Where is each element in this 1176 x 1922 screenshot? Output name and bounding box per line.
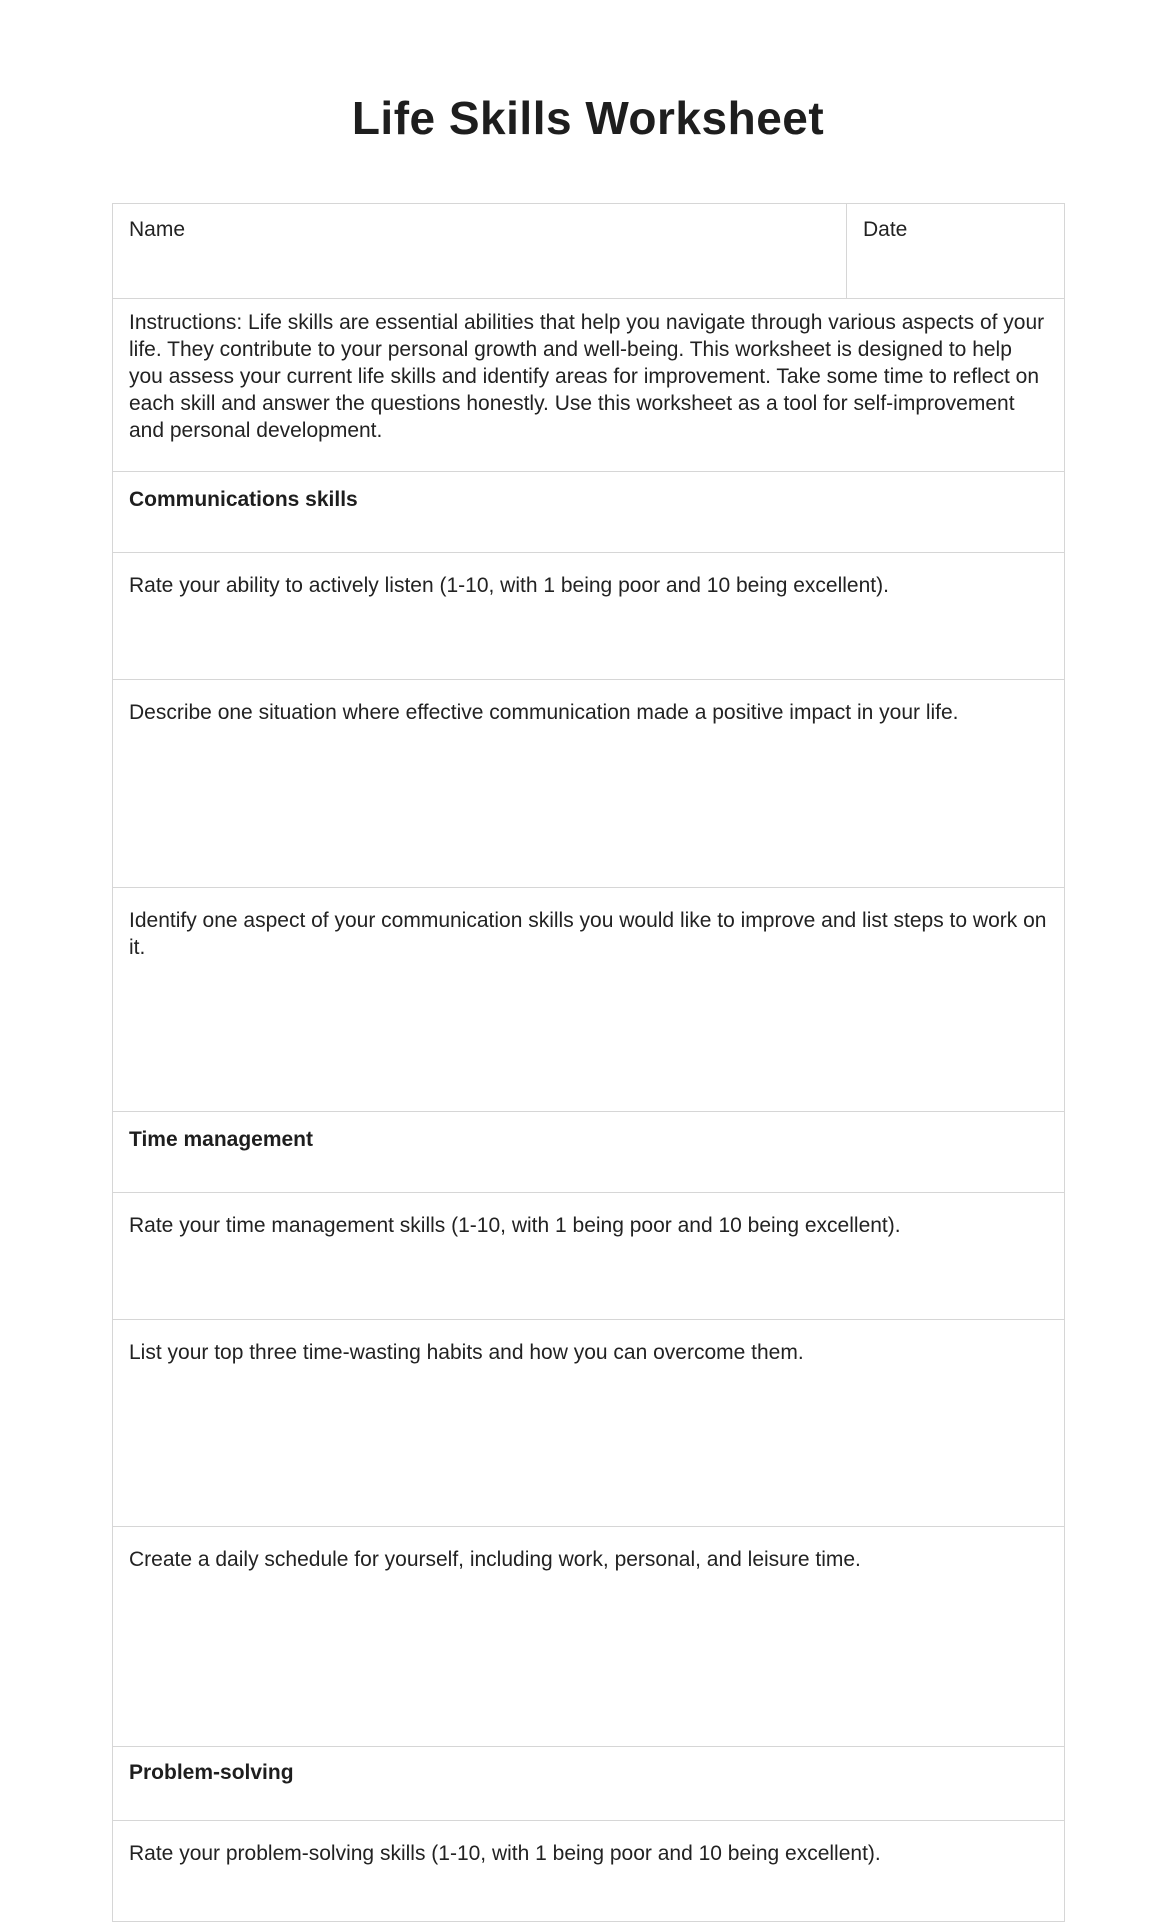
question-row xyxy=(113,680,1065,888)
answer-cell-communication-situation[interactable] xyxy=(113,680,1065,888)
answer-cell-problem-solving-rating[interactable] xyxy=(113,1821,1065,1922)
section-header-row xyxy=(113,472,1065,553)
question-text: List your top three time-wasting habits and how you can overcome them. xyxy=(129,1341,804,1364)
section-header-row xyxy=(113,1112,1065,1193)
answer-cell-time-management-rating[interactable] xyxy=(113,1193,1065,1320)
answer-cell-communication-improvement[interactable] xyxy=(113,888,1065,1112)
answer-cell-daily-schedule[interactable] xyxy=(113,1527,1065,1747)
question-text: Rate your time management skills (1-10, with 1 being poor and 10 being excellent). xyxy=(129,1214,901,1237)
question-text: Describe one situation where effective communication made a positive impact in your life. xyxy=(129,701,959,724)
date-field-label: Date xyxy=(863,218,908,241)
question-row xyxy=(113,888,1065,1112)
answer-cell-time-wasting-habits[interactable] xyxy=(113,1320,1065,1527)
section-header-time-management xyxy=(113,1112,1065,1193)
section-title: Communications skills xyxy=(129,488,358,511)
section-header-row xyxy=(113,1747,1065,1821)
question-row xyxy=(113,1821,1065,1922)
page-title: Life Skills Worksheet xyxy=(351,92,825,144)
section-title: Time management xyxy=(129,1128,314,1151)
name-field-cell[interactable] xyxy=(113,204,847,299)
date-field-cell[interactable] xyxy=(847,204,1065,299)
question-row xyxy=(113,1320,1065,1527)
answer-cell-listening-rating[interactable] xyxy=(113,553,1065,680)
question-text: Create a daily schedule for yourself, including work, personal, and leisure time. xyxy=(129,1548,861,1571)
instructions-row xyxy=(113,299,1065,472)
section-header-problem-solving xyxy=(113,1747,1065,1821)
question-text: Rate your problem-solving skills (1-10, with 1 being poor and 10 being excellent). xyxy=(129,1842,881,1865)
name-field-label: Name xyxy=(129,218,186,241)
name-date-row xyxy=(113,204,1065,299)
question-text: Identify one aspect of your communication skills you would like to improve and list steps to work on it. xyxy=(129,909,1047,959)
worksheet-table xyxy=(112,203,1065,1922)
question-row xyxy=(113,553,1065,680)
question-text: Rate your ability to actively listen (1-10, with 1 being poor and 10 being excellent). xyxy=(129,574,889,597)
instructions-text: Instructions: Life skills are essential abilities that help you navigate through various aspects of your life. They contribute to your personal growth and well-being. This worksheet is designed to help you assess your current life skills and identify areas for improvement. Take some time to reflect on each skill and answer the questions honestly. Use this worksheet as a tool for self-improvement and personal development. xyxy=(129,311,1045,442)
question-row xyxy=(113,1193,1065,1320)
section-title: Problem-solving xyxy=(129,1761,294,1784)
instructions-cell xyxy=(113,299,1065,472)
question-row xyxy=(113,1527,1065,1747)
section-header-communications xyxy=(113,472,1065,553)
